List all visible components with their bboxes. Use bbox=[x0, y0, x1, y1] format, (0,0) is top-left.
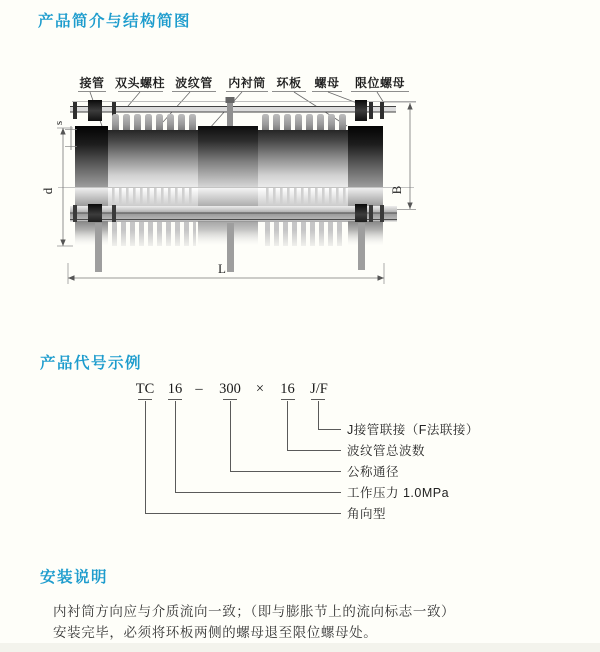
page-title: 产品简介与结构简图 bbox=[38, 13, 192, 30]
hanger-stud-left bbox=[95, 223, 102, 272]
code-token-times: × bbox=[255, 381, 265, 397]
code-tick bbox=[168, 399, 182, 400]
dim-s-label: s bbox=[53, 120, 65, 126]
code-token-dash: – bbox=[195, 381, 203, 397]
code-tick bbox=[223, 399, 237, 400]
dimension-s bbox=[53, 121, 77, 150]
install-heading: 安装说明 bbox=[40, 569, 109, 586]
code-example-heading: 产品代号示例 bbox=[40, 355, 143, 372]
code-tick bbox=[281, 399, 295, 400]
callout-diameter: 公称通径 bbox=[347, 465, 400, 479]
dimension-B bbox=[384, 102, 416, 210]
liner-collar bbox=[198, 126, 258, 187]
hanger-stud-center bbox=[227, 223, 234, 272]
code-token-pressure: 16 bbox=[167, 381, 183, 397]
callout-waves: 波纹管总波数 bbox=[347, 444, 426, 458]
part-label-bellows: 波纹管 bbox=[175, 76, 213, 90]
dimension-d bbox=[40, 128, 73, 246]
part-label-connecting-pipe: 接管 bbox=[79, 76, 105, 90]
nut-block-left bbox=[88, 100, 102, 121]
limit-nut-right bbox=[380, 102, 384, 119]
structure-diagram bbox=[30, 60, 460, 310]
page-bottom-strip bbox=[0, 643, 600, 652]
dim-L-label: L bbox=[218, 261, 226, 276]
nut-block-right bbox=[355, 100, 367, 121]
install-line-1: 内衬筒方向应与介质流向一致；（即与膨胀节上的流向标志一致） bbox=[53, 604, 456, 619]
callout-line-type bbox=[145, 401, 341, 514]
dim-B-label: B bbox=[389, 185, 404, 195]
install-line-2: 安装完毕，必须将环板两侧的螺母退至限位螺母处。 bbox=[53, 625, 378, 640]
end-cap-left bbox=[75, 126, 108, 187]
part-label-ring-plate: 环板 bbox=[276, 76, 302, 90]
callout-type: 角向型 bbox=[347, 507, 387, 521]
code-tick bbox=[311, 399, 325, 400]
dim-d-label: d bbox=[40, 187, 55, 195]
callout-pressure: 工作压力 1.0MPa bbox=[347, 486, 450, 500]
part-label-stud: 双头螺柱 bbox=[114, 76, 166, 90]
code-token-diameter: 300 bbox=[219, 381, 241, 397]
code-token-connection: J/F bbox=[310, 381, 328, 397]
dimension-L bbox=[68, 261, 384, 284]
end-cap-right bbox=[348, 126, 383, 187]
callout-connection: J接管联接（F法联接） bbox=[347, 423, 479, 437]
code-tick bbox=[138, 399, 152, 400]
code-token-type: TC bbox=[135, 381, 155, 397]
part-label-nut: 螺母 bbox=[314, 76, 340, 90]
part-label-limit-nut: 限位螺母 bbox=[354, 76, 406, 90]
code-token-waves: 16 bbox=[280, 381, 295, 397]
hanger-stud-right bbox=[358, 223, 365, 270]
part-label-liner: 内衬筒 bbox=[228, 76, 266, 90]
lower-assembly bbox=[58, 188, 418, 272]
